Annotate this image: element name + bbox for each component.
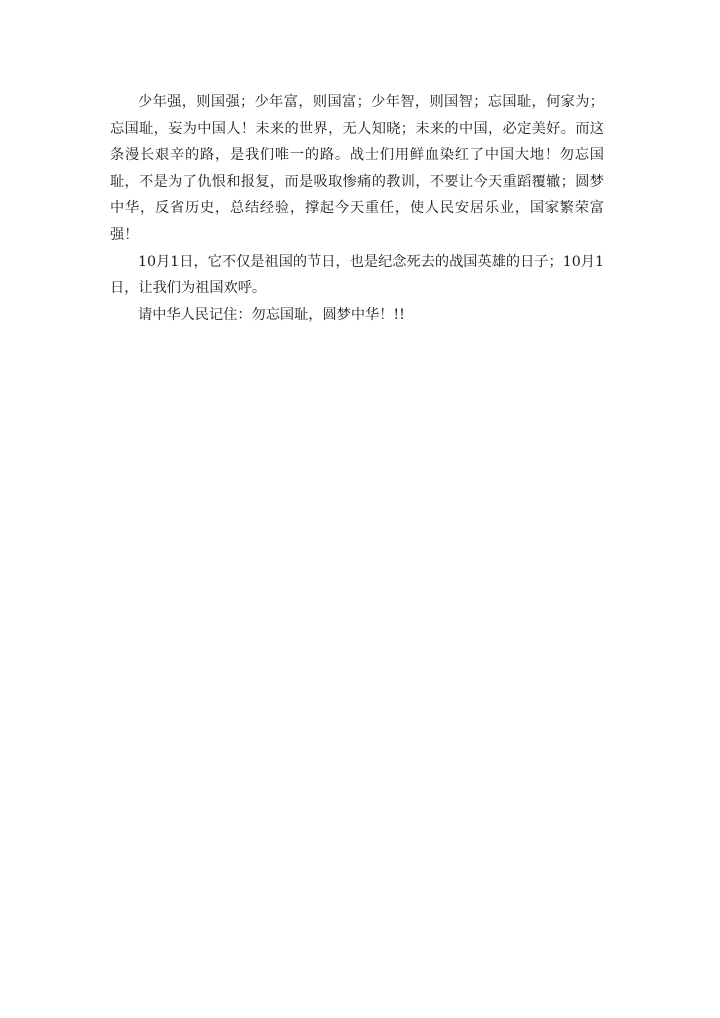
- paragraph-1: 少年强，则国强；少年富，则国富；少年智，则国智；忘国耻，何家为；忘国耻，妄为中国人！未来的世界，无人知晓；未来的中国，必定美好。而这条漫长艰辛的路，是我们唯一的路。战士们用鲜血染红了中国大地！勿忘国耻，不是为了仇恨和报复，而是吸取惨痛的教训，不要让今天重蹈覆辙；圆梦中华，反省历史，总结经验，撑起今天重任，使人民安居乐业，国家繁荣富强！: [110, 94, 604, 243]
- document-body: [110, 89, 604, 328]
- paragraph-2: 10月1日，它不仅是祖国的节日，也是纪念死去的战国英雄的日子；10月1日，让我们为祖国欢呼。: [110, 253, 604, 297]
- paragraph-3: 请中华人民记住：勿忘国耻，圆梦中华！!!: [138, 306, 405, 323]
